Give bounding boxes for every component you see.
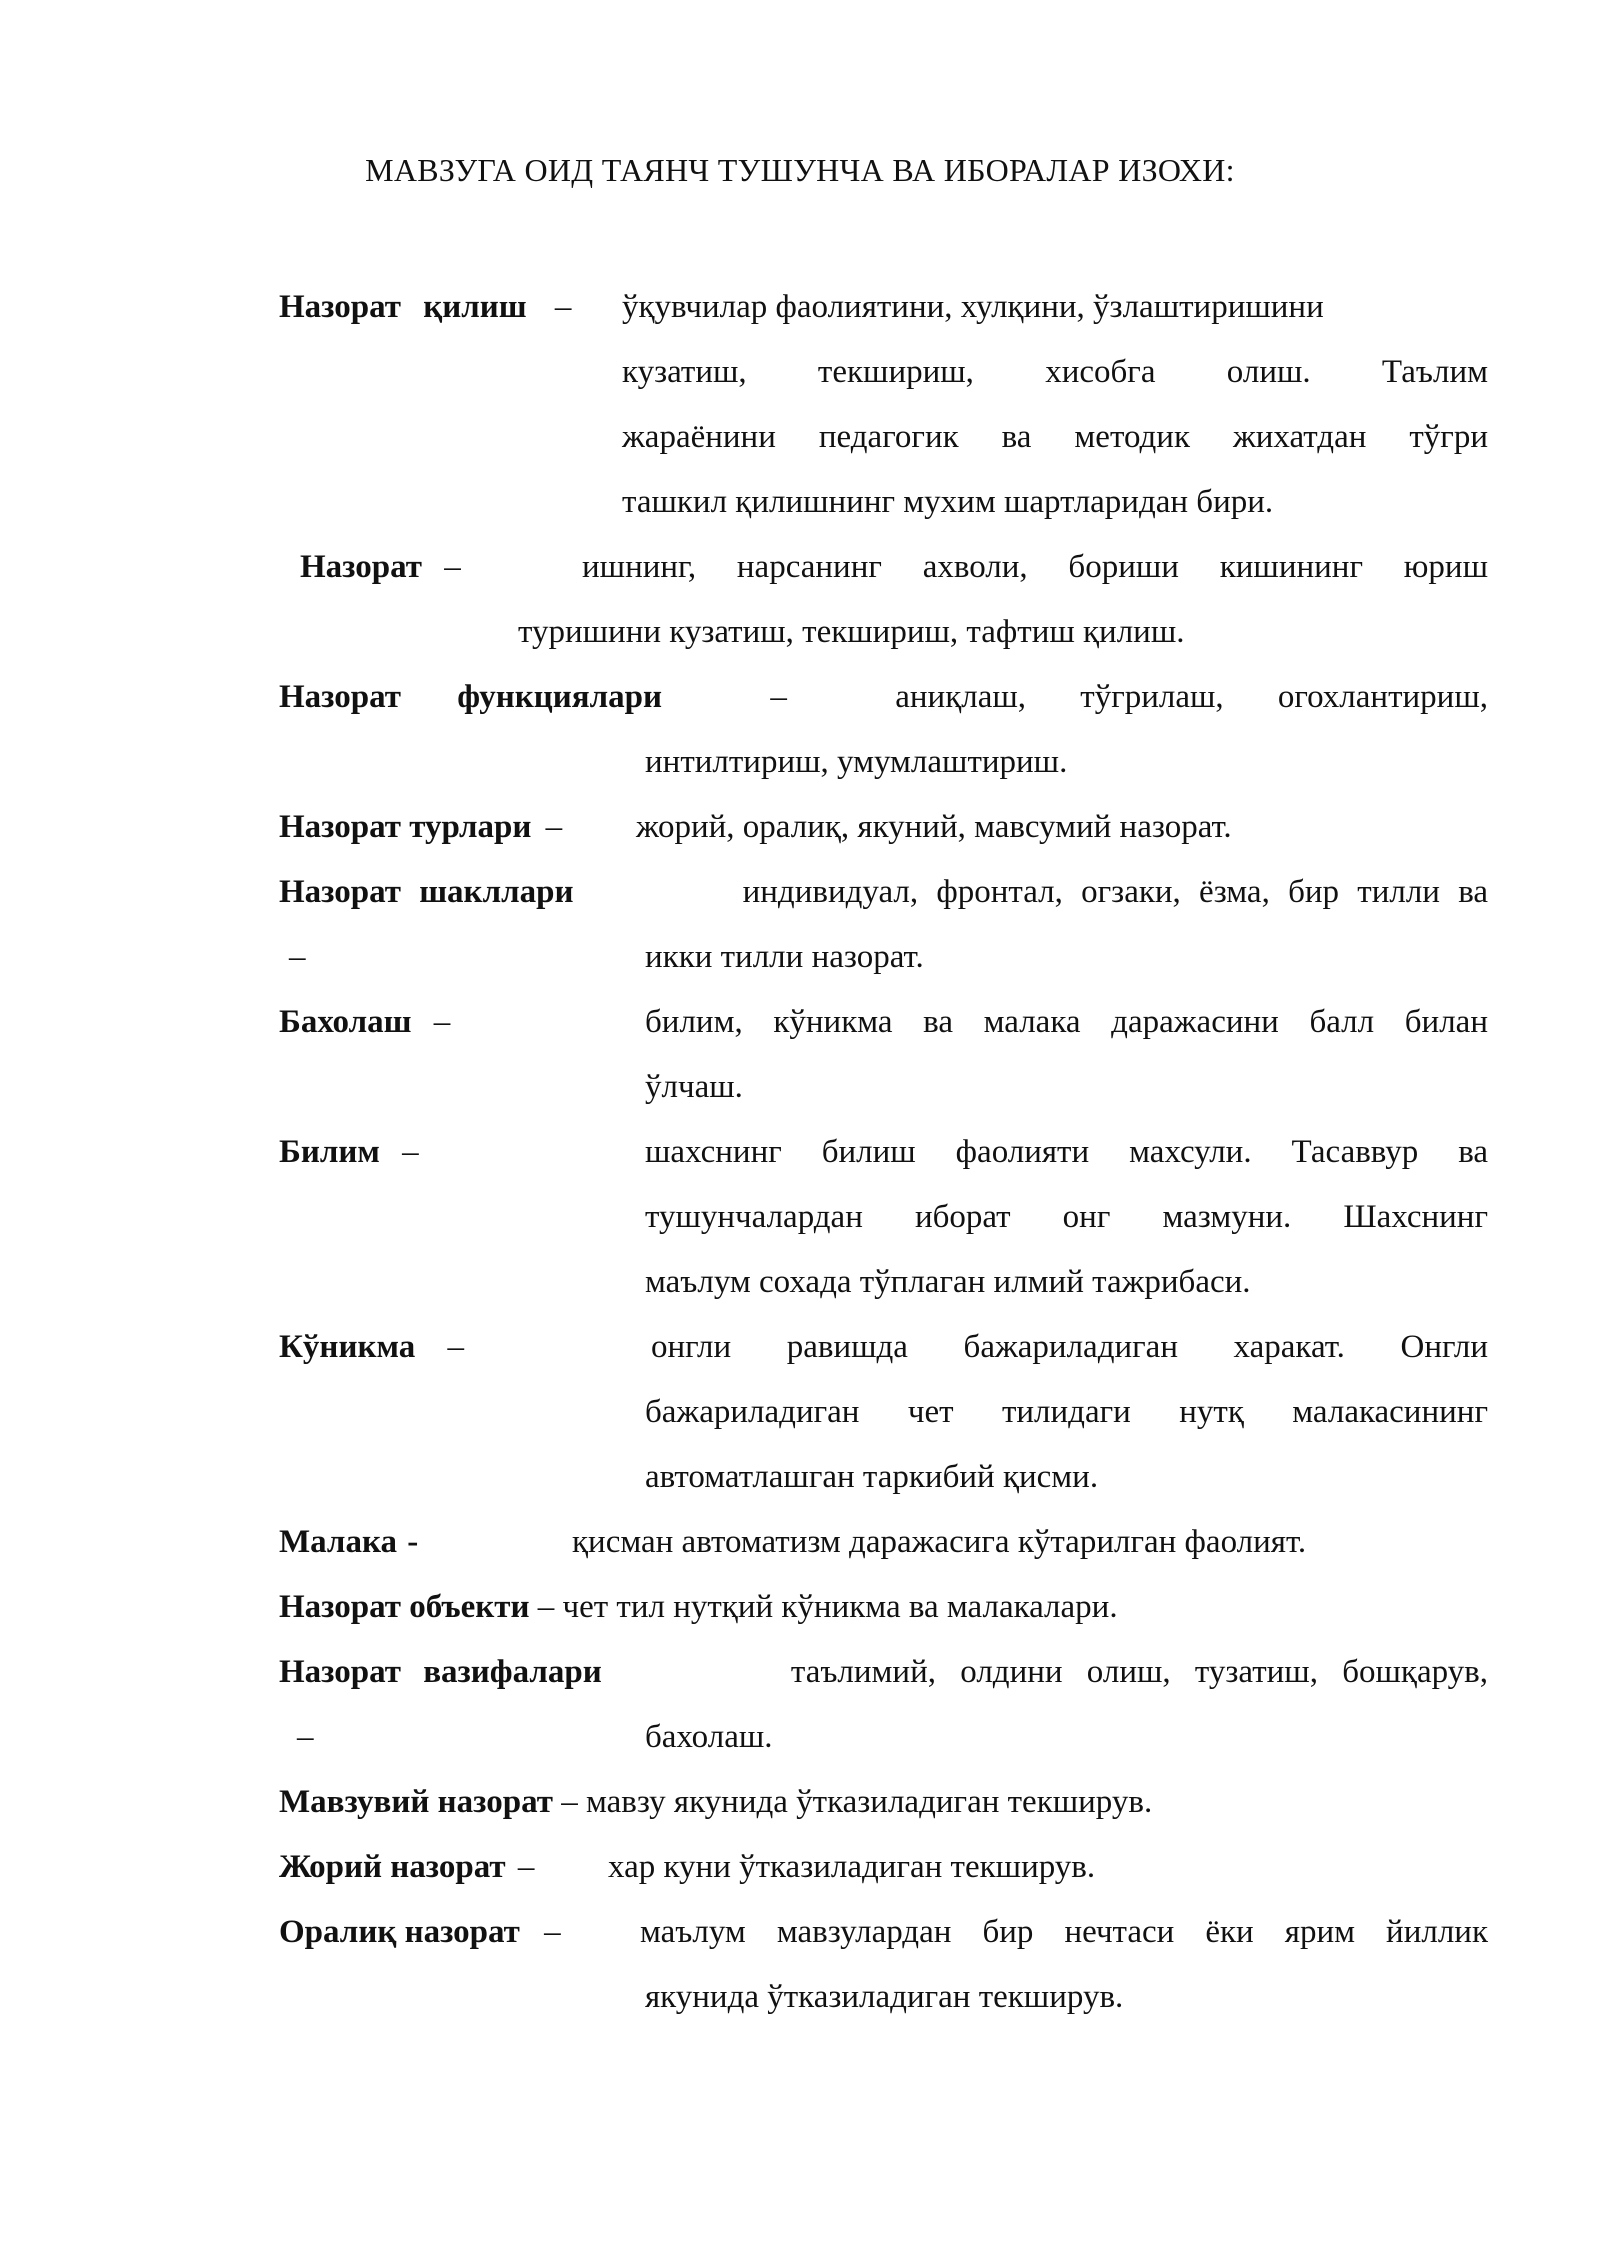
entry-term-line: [279, 1770, 1152, 1835]
term-dash: –: [554, 289, 572, 325]
definition-line: бахолаш.: [645, 1719, 773, 1755]
definition-line: таълимий, олдини олиш, тузатиш, бошқарув,: [790, 1654, 1488, 1690]
term-dash: –: [297, 1719, 314, 1755]
entry-term: [279, 990, 450, 1055]
definition-line: қисман автоматизм даражасига кўтарилган фаолият.: [572, 1524, 1307, 1560]
entry-term: [279, 1900, 561, 1965]
term-label: Мавзувий назорат: [279, 1784, 553, 1820]
definition-line: туришини кузатиш, текшириш, тафтиш қилиш.: [518, 614, 1185, 650]
entry-definition: [645, 1315, 1488, 1510]
term-label: Бахолаш: [279, 1004, 412, 1040]
term-dash: -: [407, 1524, 419, 1560]
term-label: Назорат функциялари: [279, 679, 662, 715]
definition-line: бажариладиган чет тилидаги нутқ малакасининг: [645, 1394, 1488, 1430]
term-dash: –: [561, 1784, 578, 1820]
definition-line: жорий, оралиқ, якуний, мавсумий назорат.: [636, 809, 1232, 845]
term-dash: –: [545, 809, 563, 845]
entry-definition: [645, 990, 1488, 1120]
definition-line: ишнинг, нарсанинг ахволи, бориши кишининг юриш: [582, 549, 1488, 585]
definition-line: кузатиш, текшириш, хисобга олиш. Таълим: [622, 354, 1488, 390]
page-title: МАВЗУГА ОИД ТАЯНЧ ТУШУНЧА ВА ИБОРАЛАР ИЗОХИ:: [365, 152, 1235, 188]
definition-line: жараёнини педагогик ва методик жихатдан тўгри: [622, 419, 1488, 455]
entry-definition: [640, 1900, 1488, 2030]
term-label: Назорат: [300, 549, 422, 585]
term-label: Назорат турлари: [279, 809, 532, 845]
entry-term: [279, 1835, 534, 1900]
term-label: Кўникма: [279, 1329, 416, 1365]
definition-line: билим, кўникма ва малака даражасини балл билан: [645, 1004, 1488, 1040]
definition-line: мавзу якунида ўтказиладиган текширув.: [585, 1784, 1153, 1820]
definition-line: якунида ўтказиладиган текширув.: [645, 1979, 1124, 2015]
term-dash: –: [433, 1004, 451, 1040]
definition-line: аниқлаш, тўгрилаш, огохлантириш,: [895, 679, 1488, 715]
definition-line: онгли равишда бажариладиган харакат. Онгли: [651, 1329, 1488, 1365]
term-label: Оралиқ назорат: [279, 1914, 520, 1950]
definition-line: хар куни ўтказиладиган текширув.: [608, 1849, 1096, 1885]
definition-line: ташкил қилишнинг мухим шартларидан бири.: [622, 484, 1274, 520]
entry-term: [300, 535, 461, 600]
definition-line: индивидуал, фронтал, огзаки, ёзма, бир тилли ва: [742, 874, 1488, 910]
definition-line: ўқувчилар фаолиятини, хулқини, ўзлаштиришини: [622, 289, 1324, 325]
definition-line: ўлчаш.: [645, 1069, 743, 1105]
term-label: Назорат шакллари: [279, 874, 574, 910]
entry-term: [279, 1120, 419, 1185]
entry-definition: [582, 535, 1488, 600]
definition-line: чет тил нутқий кўникма ва малакалари.: [562, 1589, 1118, 1625]
definition-line: шахснинг билиш фаолияти махсули. Тасаввур ва: [645, 1134, 1488, 1170]
term-dash: –: [770, 679, 787, 715]
entry-term-line: [279, 665, 1488, 730]
term-label: Назорат қилиш: [279, 289, 527, 325]
entry-term: [279, 795, 562, 860]
definition-line: автоматлашган таркибий қисми.: [645, 1459, 1099, 1495]
term-dash: –: [537, 1589, 555, 1625]
entry-definition: [622, 275, 1488, 535]
term-label: Билим: [279, 1134, 380, 1170]
entry-definition: [645, 1120, 1488, 1315]
entry-term-line: [279, 1640, 1488, 1770]
entry-term: [279, 275, 571, 340]
term-label: Назорат вазифалари: [279, 1654, 602, 1690]
term-dash: –: [402, 1134, 419, 1170]
term-dash: –: [517, 1849, 535, 1885]
definition-line: икки тилли назорат.: [645, 939, 924, 975]
term-dash: –: [289, 939, 306, 975]
definition-line: интилтириш, умумлаштириш.: [645, 744, 1068, 780]
term-dash: –: [447, 1329, 464, 1365]
definition-line: маълум мавзулардан бир нечтаси ёки ярим йиллик: [640, 1914, 1488, 1950]
definition-line: маълум сохада тўплаган илмий тажрибаси.: [645, 1264, 1251, 1300]
entry-term: [279, 1315, 464, 1380]
term-label: Жорий назорат: [279, 1849, 506, 1885]
entry-term-line: [279, 1575, 1118, 1640]
term-dash: –: [544, 1914, 561, 1950]
term-dash: –: [444, 549, 461, 585]
term-label: Назорат объекти: [279, 1589, 530, 1625]
definition-line: тушунчалардан иборат онг мазмуни. Шахснинг: [645, 1199, 1488, 1235]
term-label: Малака: [279, 1524, 397, 1560]
entry-term: [279, 1510, 418, 1575]
